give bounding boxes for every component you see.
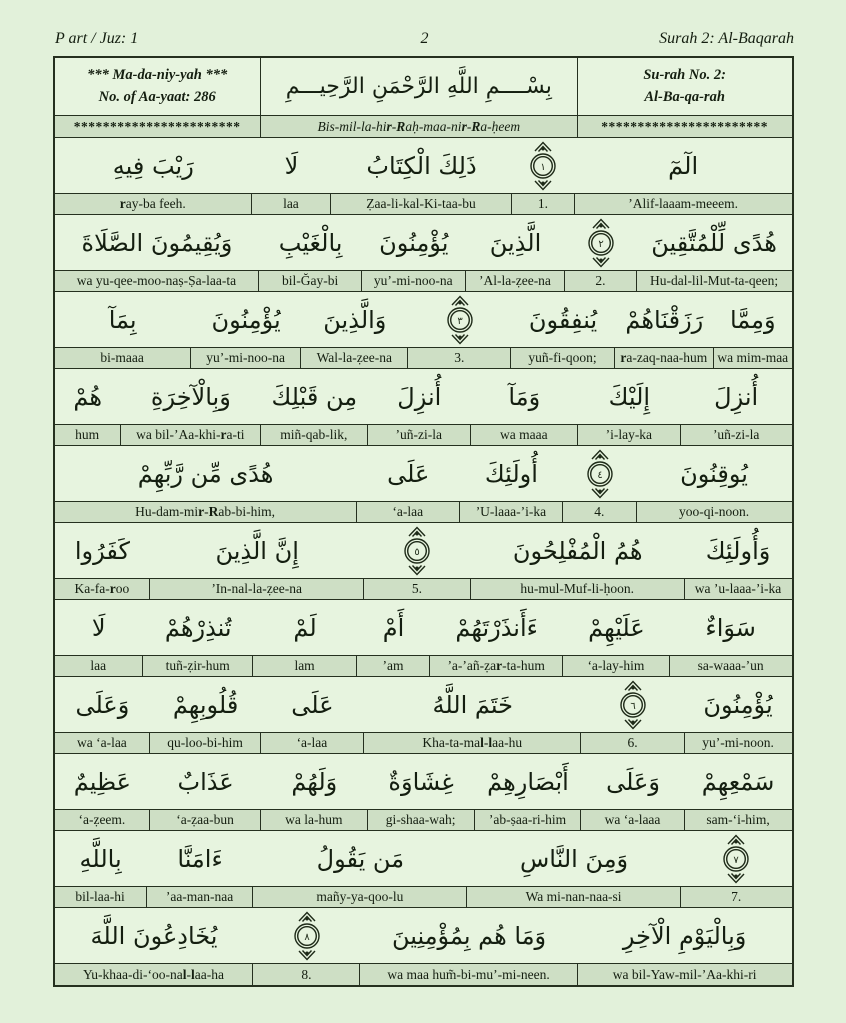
arabic-word: عَذَابٌ [177,767,234,796]
transliteration-cell: Ẓaa-li-kal-Ki-taa-bu [331,194,512,214]
surah-label: Surah 2: Al-Baqarah [659,30,794,47]
transliteration-cell: laa [252,194,331,214]
verse-row [55,523,792,600]
transliteration-cell: ‘a-ẓaa-bun [150,810,261,830]
ayah-medallion [563,446,637,501]
verse-row [55,677,792,754]
arabic-word: الَّذِينَ [489,228,542,257]
ayah-medallion [364,523,471,578]
ayah-number-cell: 8. [253,964,360,985]
arabic-word: وَلَهُمْ [291,767,338,796]
arabic-word: يُوقِنُونَ [680,459,748,488]
arabic-word: ءَامَنَّا [177,844,223,873]
verse-row [55,754,792,831]
arabic-word: قُلُوبِهِمْ [172,690,239,719]
ayah-medallion-icon [441,295,479,345]
verse-row [55,831,792,908]
transliteration-cell: ‘a-lay-him [563,656,670,676]
transliteration-cell: Hu-dal-lil-Mut-ta-qeen; [649,273,779,288]
transliteration-cell: yu’-mi-noo-na [191,348,302,368]
arabic-word: سَوَاءٌ [705,613,756,642]
transliteration-cell: qu-loo-bi-him [150,733,261,753]
transliteration-cell: Wa mi-nan-naa-si [467,887,681,907]
arabic-word: بِالْغَيْبِ [278,228,343,257]
surah-number-label: Su-rah No. 2: [643,66,726,83]
arabic-word: سَمْعِهِمْ [701,767,775,796]
transliteration-cell: tuñ-ẓir-hum [143,656,254,676]
transliteration-cell: laa [55,656,143,676]
ayah-medallion-icon [398,526,436,576]
ayah-medallion-icon [288,911,326,961]
transliteration-cell: ‘a-laa [357,502,460,522]
verse-row [55,446,792,523]
transliteration-cell: Ka-fa- r oo [55,579,151,599]
arabic-word: وَمَا هُم بِمُؤْمِنِينَ [391,921,547,950]
arabic-word: يُؤْمِنُونَ [211,305,281,334]
arabic-band [55,446,792,501]
transliteration-cell: r ay-ba feeh. [55,194,253,214]
arabic-word: وَعَلَى [606,767,660,796]
ayah-medallion [408,292,511,347]
ayah-medallion [253,908,360,963]
transliteration-cell: ‘a-laa [261,733,364,753]
arabic-word: عَظِيمٌ [73,767,132,796]
arabic-word: إِلَيْكَ [608,382,651,411]
surah-name-label: Al-Ba-qa-rah [644,88,725,105]
arabic-word: رَزَقْنَاهُمْ [625,305,704,334]
transliteration-cell: yu’-mi-noo-na [362,271,466,291]
transliteration-strip [55,501,792,523]
arabic-band [55,292,792,347]
arabic-word: خَتَمَ اللَّهُ [432,690,513,719]
arabic-word: عَلَيْهِمْ [588,613,645,642]
verse-row [55,215,792,292]
arabic-word: يُنفِقُونَ [528,305,598,334]
arabic-word: وَالَّذِينَ [323,305,387,334]
transliteration-cell: ’In-nal-la-ẓee-na [150,579,364,599]
ayah-medallion [581,677,684,732]
arabic-word: تُنذِرْهُمْ [164,613,232,642]
transliteration-cell: wa maa hum̃-bi-mu’-mi-neen. [360,964,577,985]
arabic-word: كَفَرُوا [74,536,130,565]
arabic-word: أَبْصَارِهِمْ [487,767,569,796]
page-number: 2 [420,30,429,47]
arabic-word: هُمُ الْمُفْلِحُونَ [512,536,643,565]
ayah-number-arabic: ٥ [414,546,421,558]
arabic-word: وَبِالْيَوْمِ الْآخِرِ [622,921,747,950]
ayah-medallion-icon [614,680,652,730]
transliteration-cell: wa la-hum [261,810,368,830]
verse-row [55,600,792,677]
verse-row [55,369,792,446]
arabic-word: لَا [91,613,106,642]
ayaat-count: No. of Aa-yaat: 286 [98,88,216,105]
arabic-word: وَمَآ [508,382,541,411]
ayah-number-arabic: ٢ [598,238,604,250]
surah-info-row [55,58,792,115]
transliteration-cell: Wal-la-ẓee-na [301,348,408,368]
transliteration-cell: wa mim-maa [717,350,789,365]
bismillah-transliteration: Bis-mil-la-hi r - R aḥ-maa-ni r - R a-ḥeem [261,116,578,137]
arabic-word: وَمِنَ النَّاسِ [519,844,629,873]
arabic-band [55,677,792,732]
transliteration-strip [55,270,792,292]
transliteration-cell: wa ’u-laaa-’i-ka [694,581,782,596]
arabic-word: هُمْ [73,382,102,411]
transliteration-strip [55,424,792,446]
transliteration-cell: bi-maaa [55,348,191,368]
bismillah-translit-row [55,115,792,138]
ayah-number-arabic: ٨ [304,931,310,943]
arabic-word: إِنَّ الَّذِينَ [215,536,299,565]
arabic-band [55,138,792,193]
arabic-word: ذَلِكَ الْكِتَابُ [366,151,477,180]
transliteration-cell: yuñ-fi-qoon; [511,348,614,368]
transliteration-cell: ’i-lay-ka [578,425,681,445]
bismillah-arabic-text: بِسْــــمِ اللَّهِ الرَّحْمَنِ الرَّحِيـــمِ [285,74,552,99]
transliteration-strip [55,732,792,754]
transliteration-cell: wa maaa [471,425,578,445]
arabic-word: غِشَاوَةٌ [388,767,454,796]
arabic-word: أُنزِلَ [397,382,442,411]
arabic-band [55,754,792,809]
arabic-word: أُولَئِكَ [484,459,538,488]
transliteration-cell: ’a-’añ-ẓa r -ta-hum [430,656,563,676]
arabic-band [55,908,792,963]
arabic-word: لَا [284,151,299,180]
transliteration-cell: hu-mul-Muf-li-ḥoon. [471,579,685,599]
transliteration-cell: ’Al-la-ẓee-na [466,271,565,291]
ayah-medallion-icon [582,218,620,268]
transliteration-cell: wa ‘a-laaa [581,810,684,830]
transliteration-strip [55,655,792,677]
transliteration-cell: wa bil-’Aa-khi- r a-ti [121,425,261,445]
transliteration-cell: ’uñ-zi-la [368,425,471,445]
verses-container [55,138,792,985]
surah-number-info [578,58,792,115]
page-header [0,0,846,56]
ayah-number-cell: 2. [565,271,636,291]
arabic-word: يُؤْمِنُونَ [703,690,773,719]
arabic-word: الٓمٓ [668,151,699,180]
transliteration-cell: Kha-ta-ma l - l aa-hu [364,733,581,753]
arabic-word: رَيْبَ فِيهِ [112,151,194,180]
ayah-number-cell: 6. [581,733,684,753]
arabic-word: يُؤْمِنُونَ [379,228,449,257]
stars-right: *********************** [601,118,768,134]
ayah-medallion [681,831,792,886]
verse-row [55,292,792,369]
ayah-number-arabic: ٧ [733,854,739,866]
arabic-word: أُنزِلَ [714,382,759,411]
transliteration-cell: ’Alif-laaam-meeem. [628,196,739,211]
ayah-number-cell: 5. [364,579,471,599]
revelation-info [55,58,261,115]
transliteration-cell: sam-‘i-him, [706,812,770,827]
transliteration-cell: r a-zaq-naa-hum [615,348,714,368]
transliteration-cell: wa ‘a-laa [55,733,151,753]
arabic-word: يُخَادِعُونَ اللَّهَ [90,921,218,950]
transliteration-cell: ’aa-man-naa [147,887,254,907]
verse-row [55,908,792,985]
transliteration-cell: miñ-qab-lik, [261,425,368,445]
transliteration-cell: lam [253,656,356,676]
arabic-word: لَمْ [293,613,317,642]
transliteration-cell: gi-shaa-wah; [368,810,475,830]
bismillah-calligraphy [261,58,578,115]
arabic-word: بِاللَّهِ [79,844,122,873]
arabic-word: هُدًى مِّن رَّبِّهِمْ [137,459,274,488]
arabic-word: أَمْ [382,613,405,642]
transliteration-cell: hum [55,425,121,445]
arabic-band [55,831,792,886]
transliteration-cell: Hu-dam-mi r - R ab-bi-him, [55,502,357,522]
transliteration-cell: sa-waaa-’un [697,658,764,673]
arabic-word: وَمِمَّا [729,305,776,334]
transliteration-cell: bil-laa-hi [55,887,147,907]
transliteration-cell: yoo-qi-noon. [679,504,750,519]
ayah-medallion [565,215,636,270]
arabic-word: وَيُقِيمُونَ الصَّلَاةَ [81,228,233,257]
ayah-number-cell: 1. [512,194,575,214]
ayah-number-arabic: ١ [540,161,547,173]
transliteration-cell: bil-Ğay-bi [259,271,361,291]
transliteration-strip [55,809,792,831]
arabic-word: ءَأَنذَرْتَهُمْ [455,613,538,642]
ayah-medallion [512,138,575,193]
quran-table [53,56,794,987]
verse-row [55,138,792,215]
transliteration-strip [55,347,792,369]
arabic-word: هُدًى لِّلْمُتَّقِينَ [651,228,777,257]
stars-left: *********************** [55,116,261,137]
transliteration-cell: ’uñ-zi-la [712,427,760,442]
arabic-word: وَبِالْآخِرَةِ [150,382,231,411]
ayah-medallion-icon [524,141,562,191]
transliteration-strip [55,963,792,985]
arabic-band [55,215,792,270]
transliteration-cell: wa yu-qee-moo-naṣ-Ṣa-laa-ta [55,271,260,291]
arabic-word: عَلَى [291,690,334,719]
ayah-number-cell: 3. [408,348,511,368]
transliteration-cell: ’am [357,656,431,676]
arabic-word: بِمَآ [108,305,137,334]
arabic-word: مِن قَبْلِكَ [271,382,358,411]
arabic-band [55,523,792,578]
ayah-number-arabic: ٦ [630,700,636,712]
transliteration-cell: mañy-ya-qoo-lu [253,887,467,907]
ayah-medallion-icon [581,449,619,499]
ayah-medallion-icon [717,834,755,884]
arabic-word: مَن يَقُولُ [316,844,405,873]
ayah-number-arabic: ٤ [597,469,603,481]
ayah-number-cell: 7. [731,889,742,904]
arabic-word: عَلَى [387,459,430,488]
transliteration-cell: ’U-laaa-’i-ka [460,502,563,522]
transliteration-cell: Yu-khaa-di-‘oo-na l - l aa-ha [55,964,254,985]
transliteration-cell: ‘a-ẓeem. [55,810,151,830]
transliteration-strip [55,886,792,908]
madaniyyah-label: *** Ma-da-niy-yah *** [87,66,228,83]
arabic-word: وَعَلَى [75,690,130,719]
transliteration-cell: ’ab-ṣaa-ri-him [475,810,582,830]
juz-label: P art / Juz: 1 [55,30,139,47]
transliteration-cell: yu’-mi-noon. [702,735,774,750]
transliteration-strip [55,578,792,600]
transliteration-strip [55,193,792,215]
arabic-band [55,600,792,655]
ayah-number-cell: 4. [563,502,637,522]
ayah-number-arabic: ٣ [457,315,463,327]
transliteration-cell: wa bil-Yaw-mil-’Aa-khi-ri [612,966,757,982]
arabic-word: وَأُولَئِكَ [705,536,771,565]
arabic-band [55,369,792,424]
